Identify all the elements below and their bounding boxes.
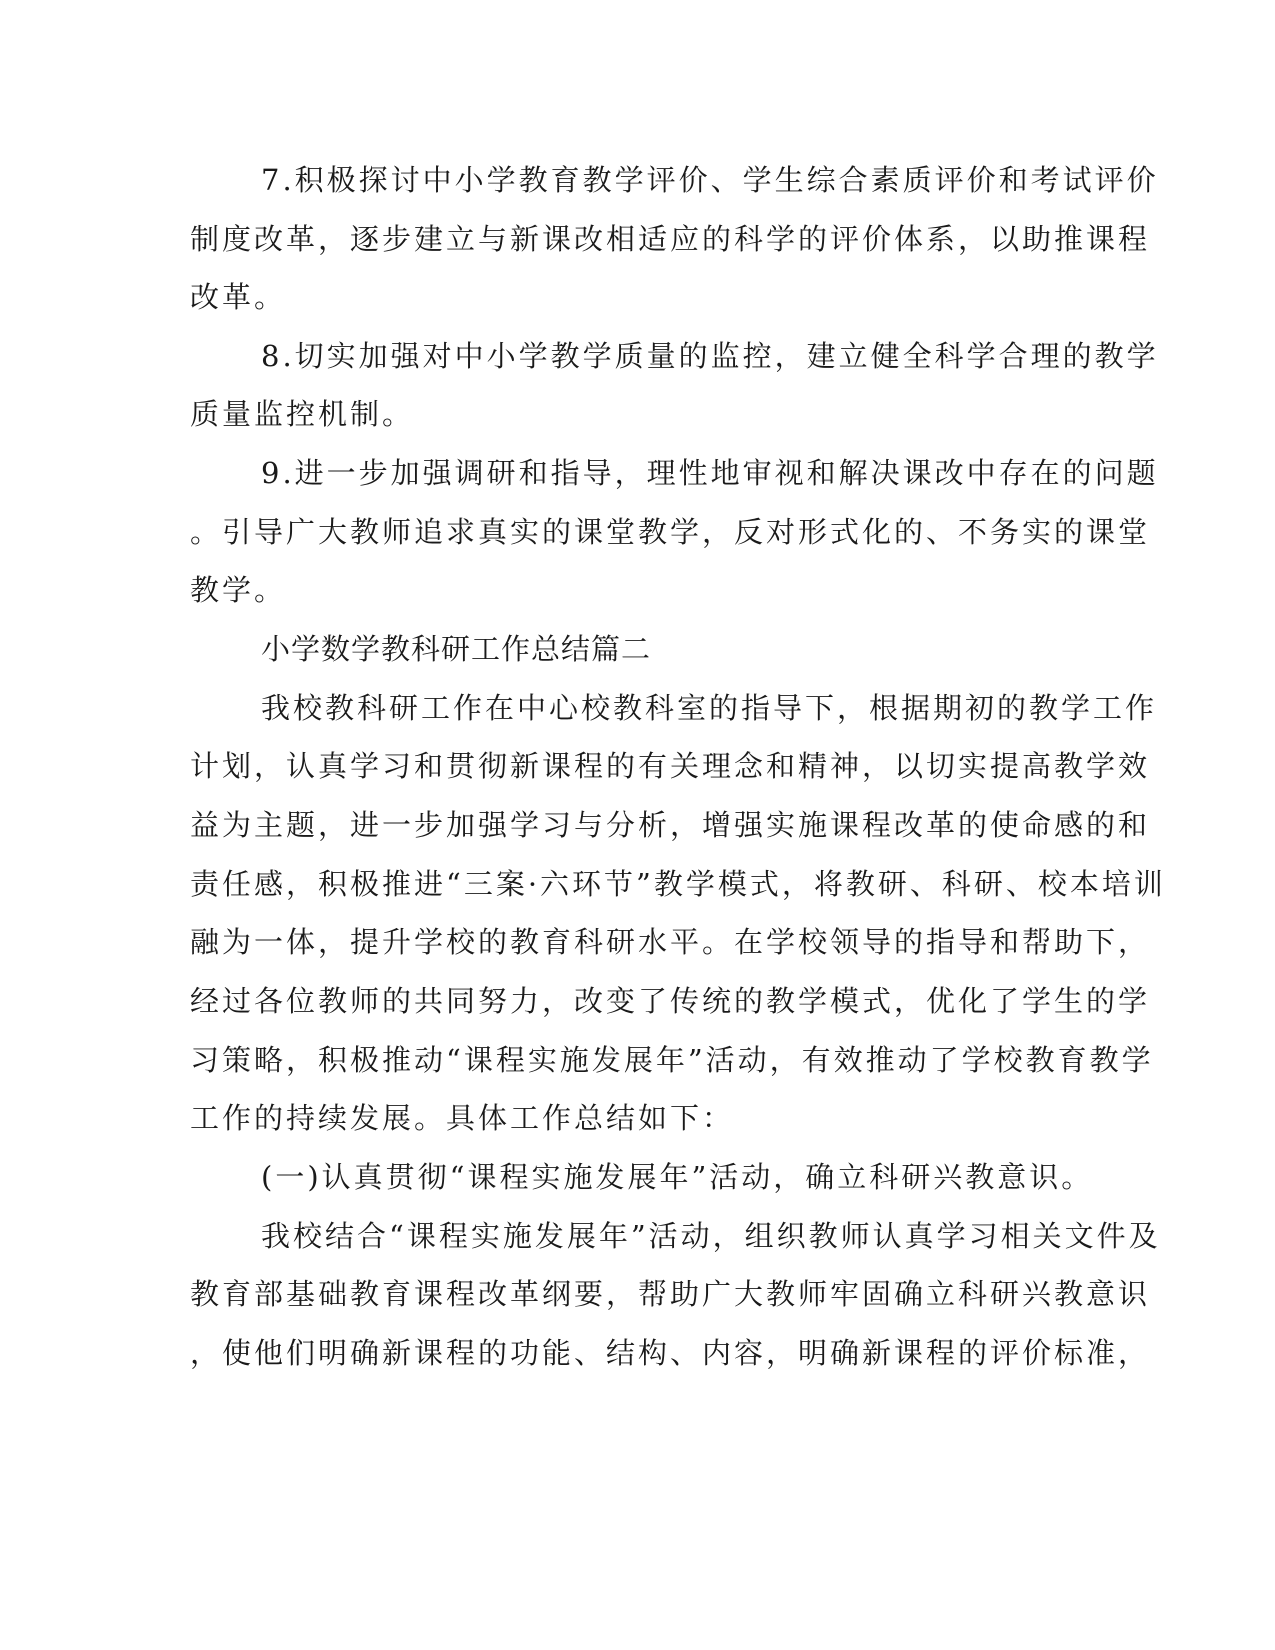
para-two-line-2: 教育部基础教育课程改革纲要，帮助广大教师牢固确立科研兴教意识 xyxy=(190,1277,1151,1311)
item-9-line-2: 。引导广大教师追求真实的课堂教学，反对形式化的、不务实的课堂 xyxy=(190,515,1151,549)
para-intro-line-8: 工作的持续发展。具体工作总结如下： xyxy=(190,1101,735,1135)
item-7-line-2: 制度改革，逐步建立与新课改相适应的科学的评价体系，以助推课程 xyxy=(190,222,1151,256)
item-9-line-3: 教学。 xyxy=(190,573,287,607)
para-intro-line-6: 经过各位教师的共同努力，改变了传统的教学模式，优化了学生的学 xyxy=(190,984,1151,1018)
item-9-line-1: 9.进一步加强调研和指导，理性地审视和解决课改中存在的问题 xyxy=(261,456,1159,490)
para-intro-line-5: 融为一体，提升学校的教育科研水平。在学校领导的指导和帮助下， xyxy=(190,925,1151,959)
para-intro-line-7: 习策略，积极推动“课程实施发展年”活动，有效推动了学校教育教学 xyxy=(190,1043,1154,1077)
item-7-line-1: 7.积极探讨中小学教育教学评价、学生综合素质评价和考试评价 xyxy=(261,163,1159,197)
para-intro-line-2: 计划，认真学习和贯彻新课程的有关理念和精神，以切实提高教学效 xyxy=(190,749,1151,783)
item-8-line-1: 8.切实加强对中小学教学质量的监控，建立健全科学合理的教学 xyxy=(261,339,1159,373)
item-8-line-2: 质量监控机制。 xyxy=(190,397,415,431)
para-intro-line-3: 益为主题，进一步加强学习与分析，增强实施课程改革的使命感的和 xyxy=(190,808,1151,842)
subheading-one: (一)认真贯彻“课程实施发展年”活动，确立科研兴教意识。 xyxy=(261,1160,1094,1194)
item-7-line-3: 改革。 xyxy=(190,280,287,314)
para-intro-line-4: 责任感，积极推进“三案·六环节”教学模式，将教研、科研、校本培训 xyxy=(190,867,1166,901)
para-intro-line-1: 我校教科研工作在中心校教科室的指导下，根据期初的教学工作 xyxy=(261,691,1158,725)
para-two-line-1: 我校结合“课程实施发展年”活动，组织教师认真学习相关文件及 xyxy=(261,1219,1161,1253)
para-two-line-3: ，使他们明确新课程的功能、结构、内容，明确新课程的评价标准， xyxy=(190,1336,1151,1370)
section-heading: 小学数学教科研工作总结篇二 xyxy=(261,632,652,666)
